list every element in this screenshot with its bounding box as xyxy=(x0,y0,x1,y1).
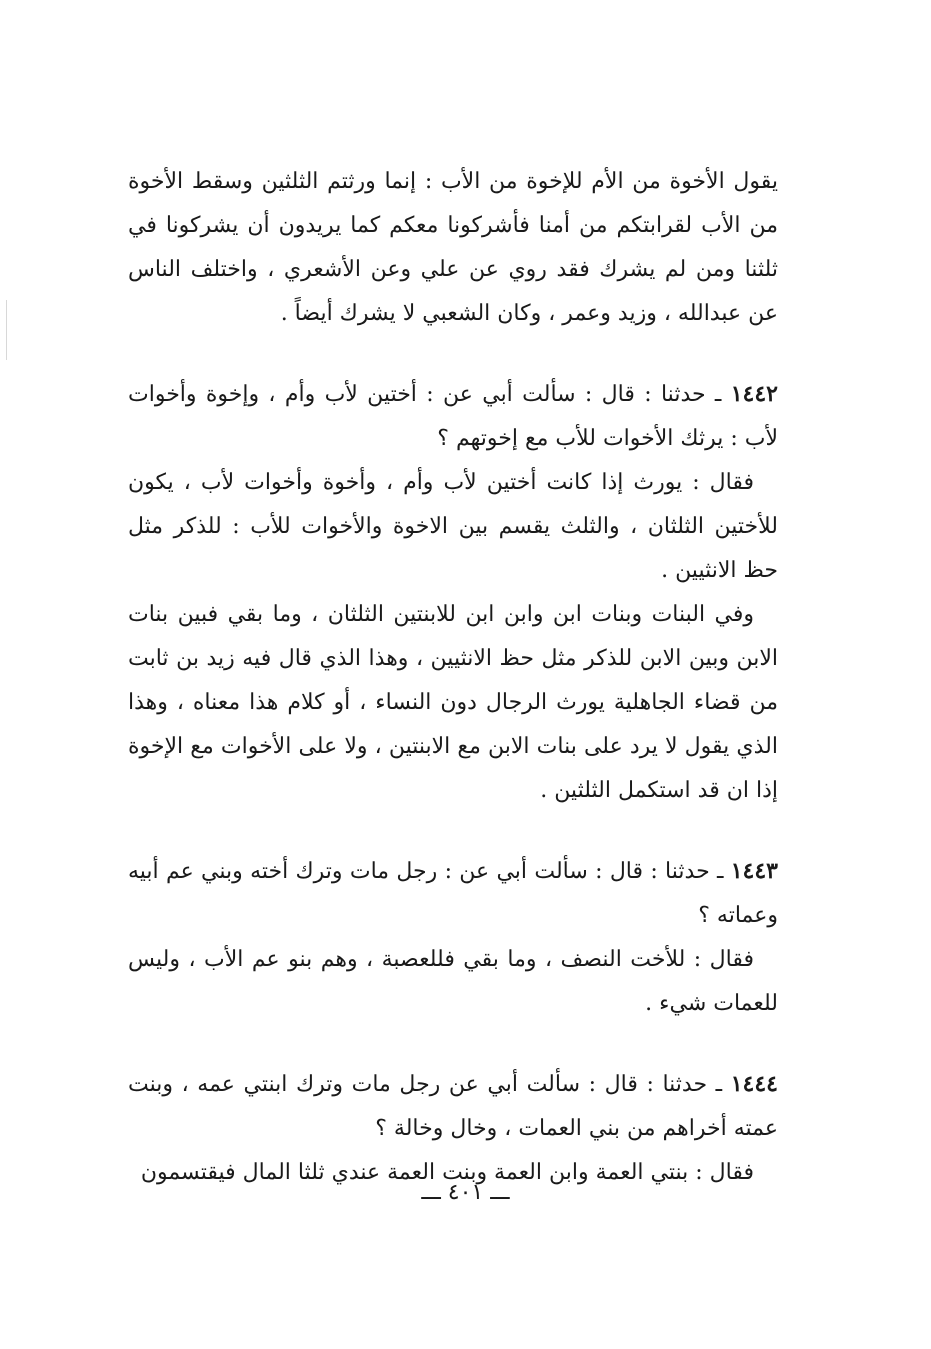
answer-1443-text: فقال : للأخت النصف ، وما بقي فللعصبة ، وهم بنو عم الأب ، وليس للعمات شيء . xyxy=(128,947,778,1016)
answer-1442-text: فقال : يورث إذا كانت أختين لأب وأم ، وأخوة وأخوات لأب ، يكون للأختين الثلثان ، والثلث يقسم بين الاخوة والأخوات للأب : للذكر مثل حظ الانثيين . xyxy=(128,470,778,583)
paragraph-answer-1442 xyxy=(128,461,778,593)
paragraph-hadith-1444 xyxy=(128,1062,778,1151)
paragraph-answer-1443 xyxy=(128,938,778,1026)
answer-1444-text: فقال : بنتي العمة وابن العمة وبنت العمة عندي ثلثا المال فيقتسمون xyxy=(140,1160,754,1185)
hadith-1444-text: ـ حدثنا : قال : سألت أبي عن رجل مات وترك ابنتي عمه ، وبنت عمته أخراهم من بني العمات ، وخال وخالة ؟ xyxy=(128,1072,778,1141)
paragraph-1 xyxy=(128,160,778,336)
paragraph-hadith-1443 xyxy=(128,849,778,938)
hadith-number-1444: ١٤٤٤ xyxy=(730,1071,778,1097)
paragraph-commentary xyxy=(128,593,778,813)
page-number: ـــ ٤٠١ ـــ xyxy=(421,1180,510,1205)
hadith-1443-text: ـ حدثنا : قال : سألت أبي عن : رجل مات وترك أخته وبني عم أبيه وعماته ؟ xyxy=(128,859,778,928)
paragraph-1-text: يقول الأخوة من الأم للإخوة من الأب : إنما ورثتم الثلثين وسقط الأخوة من الأب لقرابتكم من أمنا فأشركونا معكم كما يريدون أن يشركونا في ثلثنا ومن لم يشرك فقد روي عن علي وعن الأشعري ، واختلف الناس عن عبدالله ، وزيد وعمر ، وكان الشعبي لا يشرك أيضاً . xyxy=(128,169,778,326)
commentary-text: وفي البنات وبنات ابن وابن ابن للابنتين الثلثان ، وما بقي فبين بنات الابن وبين الابن للذكر مثل حظ الانثيين ، وهذا الذي قال فيه زيد بن ثابت من قضاء الجاهلية يورث الرجال دون النساء ، أو كلام هذا معناه ، وهذا الذي يقول لا يرد على بنات الابن مع الابنتين ، ولا على الأخوات مع الإخوة إذا ان قد استكمل الثلثين . xyxy=(128,602,778,803)
margin-scan-mark xyxy=(6,300,7,360)
hadith-number-1443: ١٤٤٣ xyxy=(730,858,778,884)
hadith-number-1442: ١٤٤٢ xyxy=(730,381,778,407)
page-body xyxy=(128,160,778,1195)
hadith-1442-text: ـ حدثنا : قال : سألت أبي عن : أختين لأب وأم ، وإخوة وأخوات لأب : يرثك الأخوات للأب مع إخوتهم ؟ xyxy=(128,382,778,451)
paragraph-hadith-1442 xyxy=(128,372,778,461)
